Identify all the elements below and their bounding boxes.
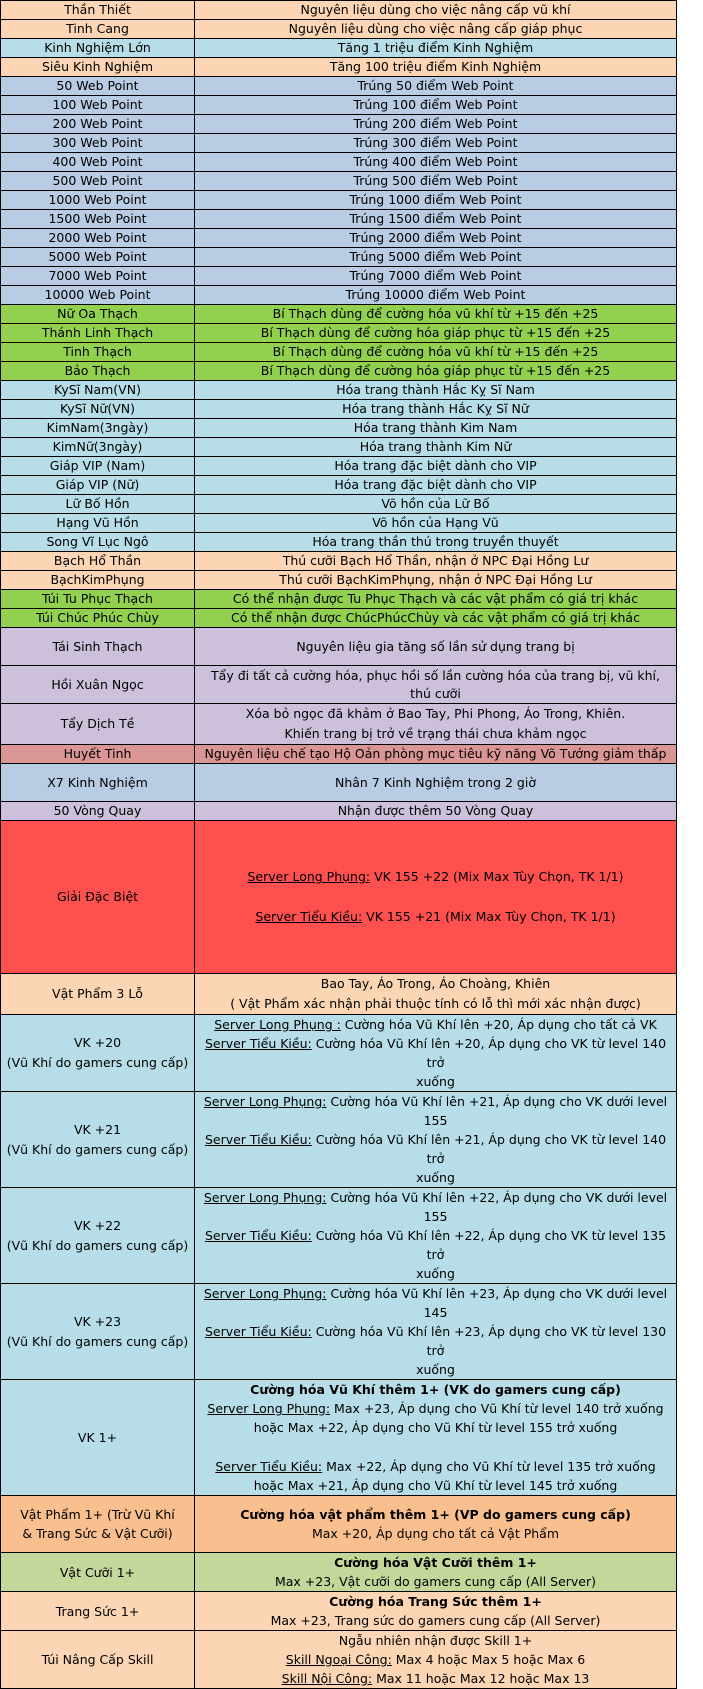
item-description bbox=[195, 609, 677, 628]
reward-text: xuống bbox=[416, 1170, 455, 1185]
item-name-line: & Trang Sức & Vật Cưỡi) bbox=[22, 1526, 173, 1541]
table-row bbox=[1, 1092, 677, 1188]
table-row bbox=[1, 77, 677, 96]
item-description bbox=[195, 1496, 677, 1553]
table-row bbox=[1, 974, 677, 1015]
server-label: Server Tiểu Kiều: bbox=[255, 909, 363, 924]
reward-text: Cường hóa Vũ Khí lên +22, Áp dụng cho VK dưới level 155 bbox=[326, 1190, 668, 1224]
table-row bbox=[1, 1592, 677, 1631]
item-description bbox=[195, 324, 677, 343]
description-line: Trúng 200 điểm Web Point bbox=[353, 116, 518, 131]
table-row bbox=[1, 305, 677, 324]
item-description bbox=[195, 1188, 677, 1284]
server-label: Server Tiểu Kiều: bbox=[204, 1228, 312, 1243]
description-line: Bí Thạch dùng để cường hóa giáp phục từ +15 đến +25 bbox=[260, 363, 611, 378]
server-label: Server Long Phụng: bbox=[203, 1094, 327, 1109]
reward-text: hoặc Max +21, Áp dụng cho Vũ Khí từ level 145 trở xuống bbox=[253, 1478, 618, 1493]
table-row bbox=[1, 764, 677, 802]
table-row bbox=[1, 514, 677, 533]
description-line: Hóa trang thành Hắc Kỵ Sĩ Nam bbox=[336, 382, 535, 397]
item-description bbox=[195, 58, 677, 77]
item-name bbox=[1, 1188, 195, 1284]
table-row bbox=[1, 533, 677, 552]
table-row bbox=[1, 20, 677, 39]
item-name: Túi Tu Phục Thạch bbox=[1, 590, 195, 609]
server-label: Server Long Phụng : bbox=[214, 1017, 341, 1032]
description-title: Cường hóa Vũ Khí thêm 1+ (VK do gamers cung cấp) bbox=[250, 1382, 621, 1397]
table-row bbox=[1, 1496, 677, 1553]
description-line: Thú cưỡi BạchKimPhụng, nhận ở NPC Đại Hồng Lư bbox=[279, 572, 592, 587]
item-name: Giáp VIP (Nữ) bbox=[1, 476, 195, 495]
item-name: Hồi Xuân Ngọc bbox=[1, 666, 195, 704]
description-title: Cường hóa vật phẩm thêm 1+ (VP do gamers cung cấp) bbox=[240, 1507, 631, 1522]
item-name: 1000 Web Point bbox=[1, 191, 195, 210]
item-name: Tinh Cang bbox=[1, 20, 195, 39]
description-line: Bí Thạch dùng để cường hóa vũ khí từ +15 đến +25 bbox=[272, 344, 599, 359]
item-name-line: (Vũ Khí do gamers cung cấp) bbox=[6, 1333, 189, 1349]
description-line: Max +23, Vật cưỡi do gamers cung cấp (All Server) bbox=[274, 1574, 597, 1589]
table-row bbox=[1, 229, 677, 248]
reward-text: xuống bbox=[416, 1266, 455, 1281]
description-line: Bí Thạch dùng để cường hóa giáp phục từ +15 đến +25 bbox=[260, 325, 611, 340]
table-row bbox=[1, 1380, 677, 1496]
reward-text: xuống bbox=[416, 1362, 455, 1377]
item-name: Vật Phẩm 3 Lỗ bbox=[1, 974, 195, 1015]
item-name-line: VK +21 bbox=[73, 1121, 122, 1137]
item-name: KimNữ(3ngày) bbox=[1, 438, 195, 457]
description-line: Có thể nhận được Tu Phục Thạch và các vật phẩm có giá trị khác bbox=[232, 591, 639, 606]
skill-label: Skill Ngoại Công: bbox=[285, 1652, 392, 1667]
item-description bbox=[195, 802, 677, 821]
item-description bbox=[195, 666, 677, 704]
item-description bbox=[195, 1015, 677, 1092]
item-description bbox=[195, 305, 677, 324]
item-description bbox=[195, 248, 677, 267]
item-name: Siêu Kinh Nghiệm bbox=[1, 58, 195, 77]
table-row bbox=[1, 745, 677, 764]
item-name: KySĩ Nữ(VN) bbox=[1, 400, 195, 419]
table-row bbox=[1, 1553, 677, 1592]
description-line: Hóa trang đặc biệt dành cho VIP bbox=[334, 458, 537, 473]
item-name: 7000 Web Point bbox=[1, 267, 195, 286]
item-description bbox=[195, 381, 677, 400]
reward-table-upgrade-rows bbox=[1, 1380, 677, 1689]
table-row bbox=[1, 343, 677, 362]
item-description bbox=[195, 267, 677, 286]
description-line: Ngẫu nhiên nhận được Skill 1+ bbox=[338, 1633, 533, 1648]
table-row bbox=[1, 172, 677, 191]
item-name: 5000 Web Point bbox=[1, 248, 195, 267]
item-name: Vật Cưỡi 1+ bbox=[1, 1553, 195, 1592]
description-line: Nguyên liệu gia tăng số lần sử dụng trang bị bbox=[296, 638, 575, 654]
item-description bbox=[195, 704, 677, 745]
item-name: Tẩy Dịch Tề bbox=[1, 704, 195, 745]
table-row bbox=[1, 590, 677, 609]
item-description bbox=[195, 457, 677, 476]
description-line: Trúng 300 điểm Web Point bbox=[353, 135, 518, 150]
description-line: Bao Tay, Áo Trong, Áo Choàng, Khiên bbox=[320, 976, 551, 991]
item-name-line: (Vũ Khí do gamers cung cấp) bbox=[6, 1055, 189, 1070]
table-row bbox=[1, 400, 677, 419]
item-description bbox=[195, 438, 677, 457]
item-description bbox=[195, 1380, 677, 1496]
description-line: Nguyên liệu chế tạo Hộ Oản phòng mục tiêu kỹ năng Võ Tướng giảm thấp bbox=[204, 746, 667, 761]
item-description bbox=[195, 533, 677, 552]
description-line: Trúng 50 điểm Web Point bbox=[357, 78, 514, 93]
item-name: Song Vĩ Lục Ngô bbox=[1, 533, 195, 552]
table-row bbox=[1, 1015, 677, 1092]
item-description bbox=[195, 172, 677, 191]
table-row bbox=[1, 96, 677, 115]
item-name: KySĩ Nam(VN) bbox=[1, 381, 195, 400]
item-description bbox=[195, 1092, 677, 1188]
description-line: Khiến trang bị trở về trạng thái chưa khảm ngọc bbox=[284, 726, 587, 741]
reward-text: VK 155 +21 (Mix Max Tùy Chọn, TK 1/1) bbox=[362, 909, 616, 924]
table-row bbox=[1, 381, 677, 400]
item-description bbox=[195, 286, 677, 305]
item-name-line: (Vũ Khí do gamers cung cấp) bbox=[6, 1237, 189, 1253]
table-row bbox=[1, 134, 677, 153]
description-line: Hóa trang thần thú trong truyền thuyết bbox=[312, 534, 559, 549]
item-description bbox=[195, 764, 677, 802]
item-description bbox=[195, 210, 677, 229]
item-name bbox=[1, 1092, 195, 1188]
reward-text: Cường hóa Vũ Khí lên +23, Áp dụng cho VK dưới level 145 bbox=[326, 1286, 668, 1320]
item-description bbox=[195, 400, 677, 419]
item-name-line: VK +22 bbox=[73, 1217, 122, 1233]
description-line: Trúng 10000 điểm Web Point bbox=[345, 287, 526, 302]
reward-text: Max 4 hoặc Max 5 hoặc Max 6 bbox=[391, 1652, 586, 1667]
description-line: Max +20, Áp dụng cho tất cả Vật Phẩm bbox=[311, 1526, 560, 1541]
item-description bbox=[195, 974, 677, 1015]
description-line: Tăng 100 triệu điểm Kinh Nghiệm bbox=[329, 59, 542, 74]
reward-table-simple-rows bbox=[1, 1, 677, 821]
description-line: Trúng 1000 điểm Web Point bbox=[349, 192, 522, 207]
item-description bbox=[195, 514, 677, 533]
item-name: Tái Sinh Thạch bbox=[1, 628, 195, 666]
table-row bbox=[1, 438, 677, 457]
table-row bbox=[1, 571, 677, 590]
description-line: Tẩy đi tất cả cường hóa, phục hồi số lần cường hóa của trang bị, vũ khí, thú cưỡi bbox=[211, 667, 660, 701]
item-name: 2000 Web Point bbox=[1, 229, 195, 248]
table-row bbox=[1, 628, 677, 666]
reward-text: Cường hóa Vũ Khí lên +20, Áp dụng cho tất cả VK bbox=[340, 1017, 657, 1032]
description-line: Trúng 2000 điểm Web Point bbox=[349, 230, 522, 245]
reward-text: Cường hóa Vũ Khí lên +23, Áp dụng cho VK từ level 130 trở bbox=[311, 1324, 667, 1358]
table-row bbox=[1, 210, 677, 229]
description-line: Hóa trang thành Kim Nam bbox=[353, 420, 518, 435]
server-label: Server Long Phụng: bbox=[203, 1190, 327, 1205]
item-description bbox=[195, 628, 677, 666]
table-row bbox=[1, 39, 677, 58]
table-row bbox=[1, 267, 677, 286]
reward-text: Max +23, Áp dụng cho Vũ Khí từ level 140 trở xuống bbox=[330, 1401, 664, 1416]
item-name-line: VK +23 bbox=[73, 1313, 122, 1329]
item-name: KimNam(3ngày) bbox=[1, 419, 195, 438]
item-description bbox=[195, 419, 677, 438]
description-line: Xóa bỏ ngọc đã khảm ở Bao Tay, Phi Phong, Áo Trong, Khiên. bbox=[245, 706, 626, 721]
reward-table-vk-rows bbox=[1, 1015, 677, 1380]
server-label: Server Tiểu Kiều: bbox=[204, 1132, 312, 1147]
table-row bbox=[1, 704, 677, 745]
item-description bbox=[195, 552, 677, 571]
reward-text: Max 11 hoặc Max 12 hoặc Max 13 bbox=[372, 1671, 590, 1686]
reward-text: xuống bbox=[416, 1074, 455, 1089]
item-description bbox=[195, 571, 677, 590]
item-description bbox=[195, 1553, 677, 1592]
description-line: Võ hồn của Lữ Bố bbox=[381, 496, 490, 511]
item-name: VK 1+ bbox=[1, 1380, 195, 1496]
description-line: ( Vật Phẩm xác nhận phải thuộc tính có lỗ thì mới xác nhận được) bbox=[230, 996, 641, 1011]
description-title: Cường hóa Vật Cưỡi thêm 1+ bbox=[334, 1555, 537, 1570]
server-label: Server Long Phụng: bbox=[203, 1286, 327, 1301]
item-description bbox=[195, 343, 677, 362]
item-name: X7 Kinh Nghiệm bbox=[1, 764, 195, 802]
description-line: Trúng 7000 điểm Web Point bbox=[349, 268, 522, 283]
table-row bbox=[1, 666, 677, 704]
item-name: Trang Sức 1+ bbox=[1, 1592, 195, 1631]
table-row bbox=[1, 802, 677, 821]
item-name: Thần Thiết bbox=[1, 1, 195, 20]
table-row bbox=[1, 419, 677, 438]
item-name: Lữ Bố Hồn bbox=[1, 495, 195, 514]
item-description bbox=[195, 590, 677, 609]
item-name: 10000 Web Point bbox=[1, 286, 195, 305]
item-description bbox=[195, 745, 677, 764]
item-name: Giải Đặc Biệt bbox=[1, 821, 195, 974]
description-line: Trúng 400 điểm Web Point bbox=[353, 154, 518, 169]
reward-text: Cường hóa Vũ Khí lên +21, Áp dụng cho VK từ level 140 trở bbox=[311, 1132, 667, 1166]
item-name: Thánh Linh Thạch bbox=[1, 324, 195, 343]
item-description bbox=[195, 1592, 677, 1631]
item-description bbox=[195, 1, 677, 20]
reward-text: Cường hóa Vũ Khí lên +21, Áp dụng cho VK dưới level 155 bbox=[326, 1094, 668, 1128]
table-row bbox=[1, 609, 677, 628]
description-line: Võ hồn của Hạng Vũ bbox=[372, 515, 499, 530]
item-name bbox=[1, 1284, 195, 1380]
table-row bbox=[1, 821, 677, 974]
reward-text: Cường hóa Vũ Khí lên +20, Áp dụng cho VK từ level 140 trở bbox=[311, 1036, 667, 1070]
table-row bbox=[1, 552, 677, 571]
item-description bbox=[195, 20, 677, 39]
item-description bbox=[195, 229, 677, 248]
description-line: Trúng 5000 điểm Web Point bbox=[349, 249, 522, 264]
server-label: Server Tiểu Kiều: bbox=[215, 1459, 323, 1474]
table-row bbox=[1, 286, 677, 305]
reward-text: hoặc Max +22, Áp dụng cho Vũ Khí từ level 155 trở xuống bbox=[253, 1420, 618, 1435]
item-name: 300 Web Point bbox=[1, 134, 195, 153]
item-name: 500 Web Point bbox=[1, 172, 195, 191]
table-row bbox=[1, 115, 677, 134]
item-name: Túi Chúc Phúc Chùy bbox=[1, 609, 195, 628]
item-name: 200 Web Point bbox=[1, 115, 195, 134]
item-name: 50 Vòng Quay bbox=[1, 802, 195, 821]
description-line: Hóa trang đặc biệt dành cho VIP bbox=[334, 477, 537, 492]
item-name: Huyết Tinh bbox=[1, 745, 195, 764]
item-description bbox=[195, 153, 677, 172]
item-name: BạchKimPhụng bbox=[1, 571, 195, 590]
item-name bbox=[1, 1496, 195, 1553]
item-name: 1500 Web Point bbox=[1, 210, 195, 229]
table-row bbox=[1, 153, 677, 172]
table-row bbox=[1, 1, 677, 20]
item-name: 100 Web Point bbox=[1, 96, 195, 115]
table-row bbox=[1, 1631, 677, 1689]
item-name bbox=[1, 1015, 195, 1092]
item-description bbox=[195, 1284, 677, 1380]
table-row bbox=[1, 476, 677, 495]
item-name: Hạng Vũ Hồn bbox=[1, 514, 195, 533]
item-description bbox=[195, 115, 677, 134]
description-title: Cường hóa Trang Sức thêm 1+ bbox=[329, 1594, 542, 1609]
table-row bbox=[1, 495, 677, 514]
description-line: Bí Thạch dùng để cường hóa vũ khí từ +15 đến +25 bbox=[272, 306, 599, 321]
description-line: Có thể nhận được ChúcPhúcChùy và các vật phẩm có giá trị khác bbox=[231, 610, 640, 625]
item-description bbox=[195, 134, 677, 153]
item-name-line: Vật Phẩm 1+ (Trừ Vũ Khí bbox=[20, 1507, 175, 1522]
item-name-line: (Vũ Khí do gamers cung cấp) bbox=[6, 1141, 189, 1157]
item-name: Bảo Thạch bbox=[1, 362, 195, 381]
table-row bbox=[1, 362, 677, 381]
item-name: Kinh Nghiệm Lớn bbox=[1, 39, 195, 58]
table-row bbox=[1, 58, 677, 77]
description-line: Nguyên liệu dùng cho việc nâng cấp vũ khí bbox=[300, 2, 571, 17]
item-description bbox=[195, 362, 677, 381]
reward-text: Max +22, Áp dụng cho Vũ Khí từ level 135 trở xuống bbox=[322, 1459, 656, 1474]
reward-text: Cường hóa Vũ Khí lên +22, Áp dụng cho VK từ level 135 trở bbox=[311, 1228, 667, 1262]
description-line: Nguyên liệu dùng cho việc nâng cấp giáp phục bbox=[288, 21, 583, 36]
item-description bbox=[195, 39, 677, 58]
table-row bbox=[1, 324, 677, 343]
item-name: 400 Web Point bbox=[1, 153, 195, 172]
description-line: Trúng 100 điểm Web Point bbox=[353, 97, 518, 112]
server-label: Server Long Phụng: bbox=[247, 869, 371, 884]
item-description bbox=[195, 77, 677, 96]
item-name: Tinh Thạch bbox=[1, 343, 195, 362]
reward-table-special-rows bbox=[1, 821, 677, 1015]
description-line: Trúng 1500 điểm Web Point bbox=[349, 211, 522, 226]
item-name: 50 Web Point bbox=[1, 77, 195, 96]
item-name: Túi Nâng Cấp Skill bbox=[1, 1631, 195, 1689]
item-name-line: VK +20 bbox=[73, 1035, 122, 1050]
item-description bbox=[195, 1631, 677, 1689]
description-line: Thú cưỡi Bạch Hổ Thần, nhận ở NPC Đại Hồng Lư bbox=[282, 553, 589, 568]
item-name: Giáp VIP (Nam) bbox=[1, 457, 195, 476]
table-row bbox=[1, 191, 677, 210]
description-line: Hóa trang thành Hắc Kỵ Sĩ Nữ bbox=[342, 401, 529, 416]
table-row bbox=[1, 457, 677, 476]
item-description bbox=[195, 96, 677, 115]
table-row bbox=[1, 248, 677, 267]
description-line: Tăng 1 triệu điểm Kinh Nghiệm bbox=[337, 40, 534, 55]
item-description bbox=[195, 821, 677, 974]
item-description bbox=[195, 476, 677, 495]
server-label: Server Tiểu Kiều: bbox=[204, 1324, 312, 1339]
description-line: Hóa trang thành Kim Nữ bbox=[359, 439, 512, 454]
table-row bbox=[1, 1188, 677, 1284]
reward-text: VK 155 +22 (Mix Max Tùy Chọn, TK 1/1) bbox=[370, 869, 624, 884]
server-label: Server Long Phụng: bbox=[207, 1401, 331, 1416]
description-line: Max +23, Trang sức do gamers cung cấp (All Server) bbox=[270, 1613, 601, 1628]
table-row bbox=[1, 1284, 677, 1380]
skill-label: Skill Nội Công: bbox=[281, 1671, 373, 1686]
server-label: Server Tiểu Kiều: bbox=[204, 1036, 312, 1051]
description-line: Trúng 500 điểm Web Point bbox=[353, 173, 518, 188]
item-name: Bạch Hổ Thần bbox=[1, 552, 195, 571]
item-name: Nữ Oa Thạch bbox=[1, 305, 195, 324]
description-line: Nhân 7 Kinh Nghiệm trong 2 giờ bbox=[335, 774, 536, 790]
description-line: Nhận được thêm 50 Vòng Quay bbox=[337, 803, 534, 818]
item-description bbox=[195, 191, 677, 210]
item-description bbox=[195, 495, 677, 514]
